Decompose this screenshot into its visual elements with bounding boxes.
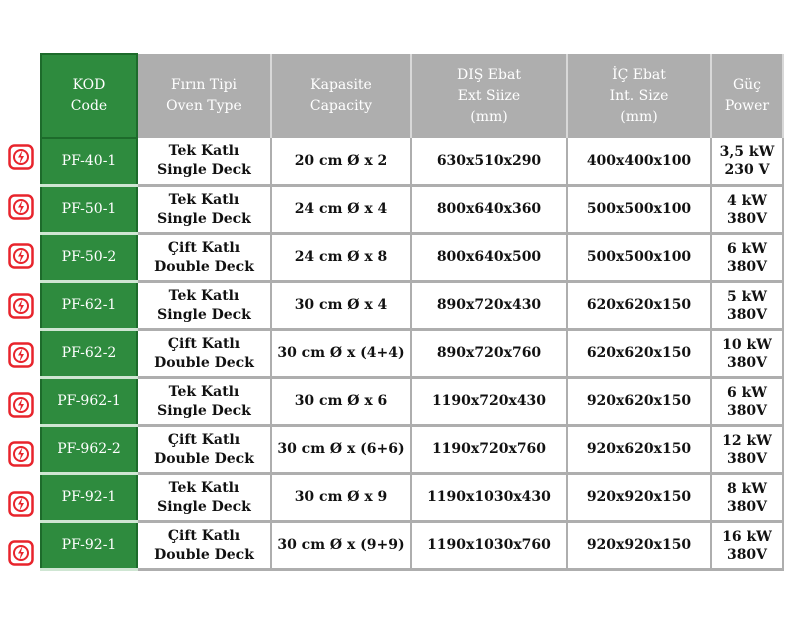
cell-power-volt: 230 V xyxy=(724,162,770,178)
electric-icon xyxy=(8,491,34,517)
cell-power-kw: 6 kW xyxy=(726,384,768,401)
cell-type-tr: Tek Katlı xyxy=(168,191,240,208)
cell-capacity: 24 cm Ø x 8 xyxy=(271,234,411,282)
header-capacity-en: Capacity xyxy=(309,98,373,114)
cell-type-en: Single Deck xyxy=(157,402,251,419)
cell-int-size: 920x920x150 xyxy=(567,522,711,570)
cell-capacity: 30 cm Ø x (6+6) xyxy=(271,426,411,474)
cell-capacity: 30 cm Ø x 6 xyxy=(271,378,411,426)
cell-power xyxy=(711,282,783,330)
cell-code: PF-62-2 xyxy=(41,330,137,378)
cell-type-tr: Tek Katlı xyxy=(168,287,240,304)
cell-power xyxy=(711,234,783,282)
header-oven-type xyxy=(137,54,271,138)
oven-spec-table xyxy=(40,53,784,571)
cell-type-tr: Çift Katlı xyxy=(167,431,241,448)
header-power-en: Power xyxy=(724,98,770,114)
header-code-en: Code xyxy=(70,98,108,114)
cell-type-tr: Çift Katlı xyxy=(167,527,241,544)
cell-oven-type xyxy=(137,378,271,426)
table-row xyxy=(41,138,783,186)
cell-code: PF-40-1 xyxy=(41,138,137,186)
cell-type-tr: Tek Katlı xyxy=(168,479,240,496)
electric-icon xyxy=(8,243,34,269)
cell-power xyxy=(711,378,783,426)
table-row xyxy=(41,474,783,522)
header-capacity-tr: Kapasite xyxy=(310,77,372,93)
cell-power-kw: 5 kW xyxy=(726,288,768,305)
cell-capacity: 24 cm Ø x 4 xyxy=(271,186,411,234)
electric-icon xyxy=(8,342,34,368)
cell-power-volt: 380V xyxy=(726,450,768,467)
cell-int-size: 620x620x150 xyxy=(567,330,711,378)
header-row xyxy=(41,54,783,138)
cell-ext-size: 1190x720x430 xyxy=(411,378,567,426)
cell-ext-size: 800x640x500 xyxy=(411,234,567,282)
cell-capacity: 30 cm Ø x 9 xyxy=(271,474,411,522)
cell-oven-type xyxy=(137,426,271,474)
header-int-tr: İÇ Ebat xyxy=(612,66,666,83)
cell-int-size: 620x620x150 xyxy=(567,282,711,330)
table-row xyxy=(41,282,783,330)
cell-oven-type xyxy=(137,474,271,522)
cell-code: PF-50-2 xyxy=(41,234,137,282)
cell-power-kw: 16 kW xyxy=(722,528,772,545)
header-power xyxy=(711,54,783,138)
cell-int-size: 500x500x100 xyxy=(567,234,711,282)
table-row xyxy=(41,426,783,474)
cell-type-en: Double Deck xyxy=(154,258,254,275)
cell-capacity: 20 cm Ø x 2 xyxy=(271,138,411,186)
cell-power-kw: 6 kW xyxy=(726,240,768,257)
cell-power-kw: 10 kW xyxy=(722,336,772,353)
cell-code: PF-92-1 xyxy=(41,474,137,522)
cell-code: PF-50-1 xyxy=(41,186,137,234)
cell-power-kw: 12 kW xyxy=(722,432,772,449)
header-power-tr: Güç xyxy=(732,77,762,93)
cell-type-en: Single Deck xyxy=(157,210,251,227)
cell-power-volt: 380V xyxy=(726,354,768,371)
cell-ext-size: 800x640x360 xyxy=(411,186,567,234)
cell-type-tr: Tek Katlı xyxy=(168,143,240,159)
header-code-tr: KOD xyxy=(72,77,106,93)
header-int-size xyxy=(567,54,711,138)
cell-oven-type xyxy=(137,234,271,282)
cell-ext-size: 1190x1030x760 xyxy=(411,522,567,570)
header-capacity xyxy=(271,54,411,138)
header-int-unit: (mm) xyxy=(620,108,658,125)
cell-type-tr: Tek Katlı xyxy=(168,383,240,400)
cell-type-en: Double Deck xyxy=(154,546,254,563)
cell-power-volt: 380V xyxy=(726,402,768,419)
header-type-en: Oven Type xyxy=(166,98,242,114)
cell-oven-type xyxy=(137,522,271,570)
electric-icon xyxy=(8,540,34,566)
cell-power-volt: 380V xyxy=(726,306,768,323)
table-row xyxy=(41,234,783,282)
table-row xyxy=(41,522,783,570)
header-ext-size xyxy=(411,54,567,138)
cell-type-en: Single Deck xyxy=(157,498,251,515)
cell-type-en: Single Deck xyxy=(157,306,251,323)
cell-ext-size: 890x720x430 xyxy=(411,282,567,330)
cell-power-kw: 8 kW xyxy=(726,480,768,497)
cell-ext-size: 1190x1030x430 xyxy=(411,474,567,522)
spec-table-container xyxy=(40,53,782,571)
cell-int-size: 920x620x150 xyxy=(567,426,711,474)
cell-int-size: 400x400x100 xyxy=(567,138,711,186)
electric-icon xyxy=(8,441,34,467)
cell-code: PF-62-1 xyxy=(41,282,137,330)
cell-capacity: 30 cm Ø x (4+4) xyxy=(271,330,411,378)
cell-oven-type xyxy=(137,138,271,186)
cell-ext-size: 1190x720x760 xyxy=(411,426,567,474)
table-row xyxy=(41,330,783,378)
cell-power-kw: 4 kW xyxy=(726,192,768,209)
cell-code: PF-92-1 xyxy=(41,522,137,570)
header-ext-tr: DIŞ Ebat xyxy=(457,66,521,83)
electric-icon xyxy=(8,293,34,319)
cell-power xyxy=(711,330,783,378)
cell-power xyxy=(711,138,783,186)
cell-power-kw: 3,5 kW xyxy=(719,144,775,160)
cell-oven-type xyxy=(137,330,271,378)
electric-icon xyxy=(8,392,34,418)
cell-power-volt: 380V xyxy=(726,498,768,515)
cell-type-en: Single Deck xyxy=(157,162,251,178)
table-body xyxy=(41,138,783,570)
cell-type-en: Double Deck xyxy=(154,450,254,467)
cell-int-size: 920x920x150 xyxy=(567,474,711,522)
electric-icon xyxy=(8,144,34,170)
cell-oven-type xyxy=(137,186,271,234)
cell-power xyxy=(711,522,783,570)
cell-ext-size: 630x510x290 xyxy=(411,138,567,186)
cell-capacity: 30 cm Ø x (9+9) xyxy=(271,522,411,570)
header-ext-en: Ext Siize xyxy=(457,87,521,104)
cell-type-tr: Çift Katlı xyxy=(167,239,241,256)
cell-power-volt: 380V xyxy=(726,546,768,563)
cell-power xyxy=(711,186,783,234)
cell-power-volt: 380V xyxy=(726,210,768,227)
cell-power xyxy=(711,426,783,474)
cell-int-size: 920x620x150 xyxy=(567,378,711,426)
header-ext-unit: (mm) xyxy=(470,108,508,125)
table-row xyxy=(41,186,783,234)
header-type-tr: Fırın Tipi xyxy=(170,77,238,93)
header-code xyxy=(41,54,137,138)
cell-type-tr: Çift Katlı xyxy=(167,335,241,352)
cell-ext-size: 890x720x760 xyxy=(411,330,567,378)
cell-power-volt: 380V xyxy=(726,258,768,275)
cell-capacity: 30 cm Ø x 4 xyxy=(271,282,411,330)
cell-int-size: 500x500x100 xyxy=(567,186,711,234)
table-row xyxy=(41,378,783,426)
cell-power xyxy=(711,474,783,522)
header-int-en: Int. Size xyxy=(609,87,669,104)
cell-type-en: Double Deck xyxy=(154,354,254,371)
cell-oven-type xyxy=(137,282,271,330)
cell-code: PF-962-2 xyxy=(41,426,137,474)
cell-code: PF-962-1 xyxy=(41,378,137,426)
electric-icon xyxy=(8,194,34,220)
